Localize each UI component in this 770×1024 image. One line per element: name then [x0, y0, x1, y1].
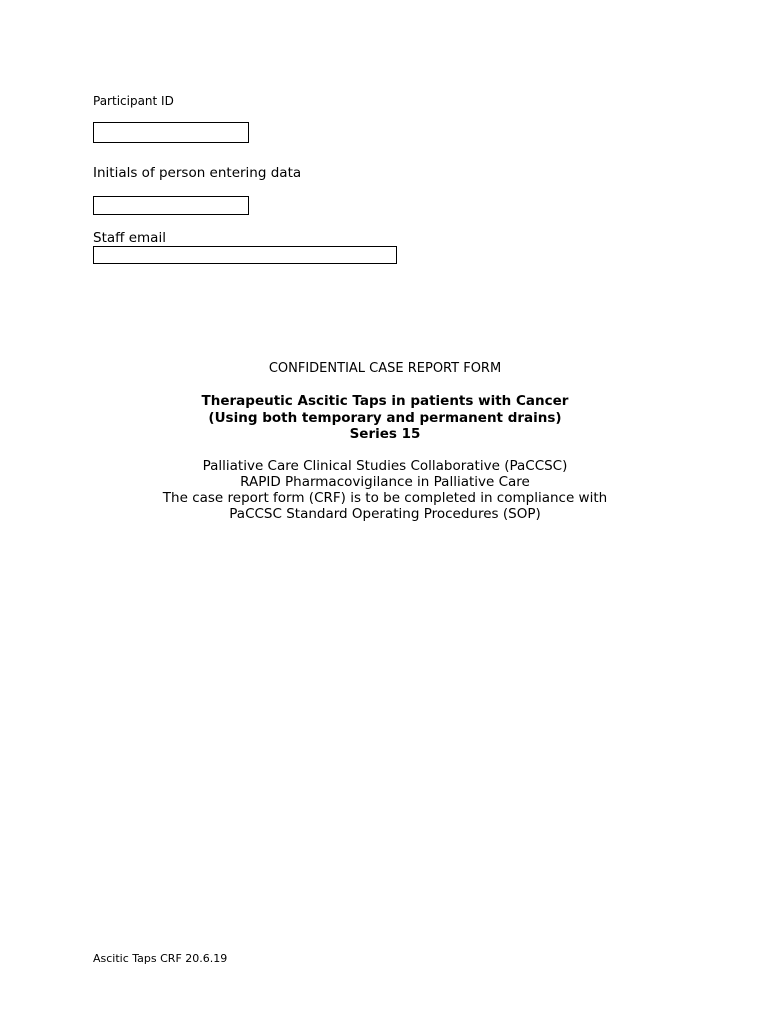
title-line: (Using both temporary and permanent drains): [208, 409, 562, 426]
form-title: [0, 393, 770, 443]
info-line: PaCCSC Standard Operating Procedures (SOP): [229, 506, 541, 522]
series-line: Series 15: [349, 426, 421, 442]
staff-email-input[interactable]: [93, 246, 397, 264]
participant-id-input[interactable]: [93, 122, 249, 143]
title-line: Therapeutic Ascitic Taps in patients with Cancer: [201, 393, 569, 409]
form-heading: CONFIDENTIAL CASE REPORT FORM: [268, 361, 502, 376]
staff-email-label: Staff email: [93, 230, 166, 246]
info-line: The case report form (CRF) is to be completed in compliance with: [162, 490, 608, 506]
info-line: RAPID Pharmacovigilance in Palliative Care: [240, 474, 530, 490]
initials-label: Initials of person entering data: [93, 165, 302, 181]
form-info: [0, 458, 770, 522]
participant-id-label: Participant ID: [93, 94, 174, 108]
initials-input[interactable]: [93, 196, 249, 215]
page-footer: Ascitic Taps CRF 20.6.19: [93, 952, 228, 965]
info-line: Palliative Care Clinical Studies Collaborative (PaCCSC): [202, 458, 568, 474]
